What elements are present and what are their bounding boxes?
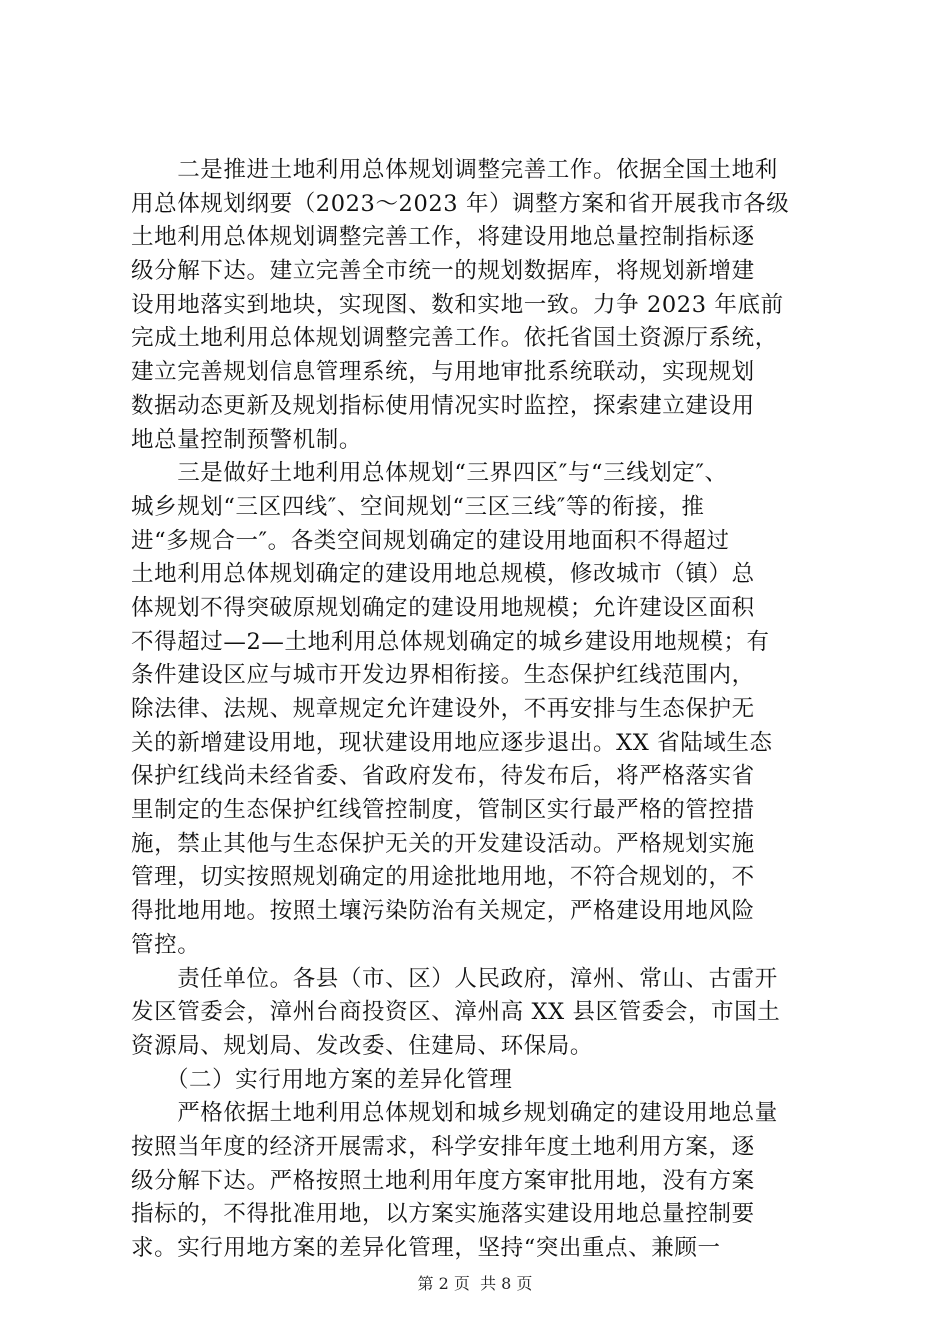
text-line: 级分解下达。严格按照土地利用年度方案审批用地，没有方案 (131, 1167, 755, 1194)
text-line: 指标的，不得批准用地，以方案实施落实建设用地总量控制要 (131, 1201, 755, 1228)
text-line: 保护红线尚未经省委、省政府发布，待发布后，将严格落实省 (131, 763, 755, 790)
text-line: 进“多规合一″。各类空间规划确定的建设用地面积不得超过 (131, 527, 730, 554)
text-line: 求。实行用地方案的差异化管理，坚持“突出重点、兼顾一 (131, 1235, 721, 1261)
text-line: 完成土地利用总体规划调整完善工作。依托省国土资源厅系统， (131, 325, 778, 352)
text-line: 得批地用地。按照土壤污染防治有关规定，严格建设用地风险 (131, 898, 755, 925)
text-line: 数据动态更新及规划指标使用情况实时监控，探索建立建设用 (131, 392, 755, 419)
text-line: 资源局、规划局、发改委、住建局、环保局。 (131, 1032, 594, 1059)
text-line: 三是做好土地利用总体规划“三界四区″与“三线划定″、 (131, 460, 728, 487)
text-line: 发区管委会，漳州台商投资区、漳州高 XX 县区管委会，市国土 (131, 999, 781, 1026)
text-line: 管控。 (131, 931, 201, 958)
text-line: 城乡规划“三区四线″、空间规划“三区三线″等的衔接，推 (131, 493, 705, 520)
text-line: 严格依据土地利用总体规划和城乡规划确定的建设用地总量 (131, 1100, 778, 1127)
text-line: 级分解下达。建立完善全市统一的规划数据库，将规划新增建 (131, 258, 755, 285)
text-line: 管理，切实按照规划确定的用途批地用地，不符合规划的，不 (131, 864, 755, 891)
text-line: 二是推进土地利用总体规划调整完善工作。依据全国土地利 (131, 157, 778, 183)
text-line: 用总体规划纲要（2023～2023 年）调整方案和省开展我市各级 (131, 190, 790, 217)
text-line: 责任单位。各县（市、区）人民政府，漳州、常山、古雷开 (131, 965, 778, 992)
text-line: 建立完善规划信息管理系统，与用地审批系统联动，实现规划 (131, 359, 755, 386)
text-line: 土地利用总体规划确定的建设用地总规模，修改城市（镇）总 (131, 561, 755, 588)
text-line: （二）实行用地方案的差异化管理 (131, 1066, 513, 1093)
text-line: 关的新增建设用地，现状建设用地应逐步退出。XX 省陆域生态 (131, 729, 773, 756)
page-footer: 第 2 页 共 8 页 (417, 1274, 533, 1293)
text-line: 设用地落实到地块，实现图、数和实地一致。力争 2023 年底前 (131, 291, 784, 318)
text-line: 除法律、法规、规章规定允许建设外，不再安排与生态保护无 (131, 696, 755, 722)
text-line: 不得超过—2—土地利用总体规划确定的城乡建设用地规模；有 (131, 628, 770, 655)
text-line: 土地利用总体规划调整完善工作，将建设用地总量控制指标逐 (131, 224, 755, 251)
text-line: 地总量控制预警机制。 (131, 426, 363, 453)
text-line: 条件建设区应与城市开发边界相衔接。生态保护红线范围内， (131, 662, 755, 689)
text-line: 里制定的生态保护红线管控制度，管制区实行最严格的管控措 (131, 797, 755, 824)
body-text (131, 154, 831, 1266)
text-line: 施，禁止其他与生态保护无关的开发建设活动。严格规划实施 (131, 830, 755, 857)
text-line: 体规划不得突破原规划确定的建设用地规模；允许建设区面积 (131, 594, 755, 621)
text-line: 按照当年度的经济开展需求，科学安排年度土地利用方案，逐 (131, 1133, 755, 1160)
